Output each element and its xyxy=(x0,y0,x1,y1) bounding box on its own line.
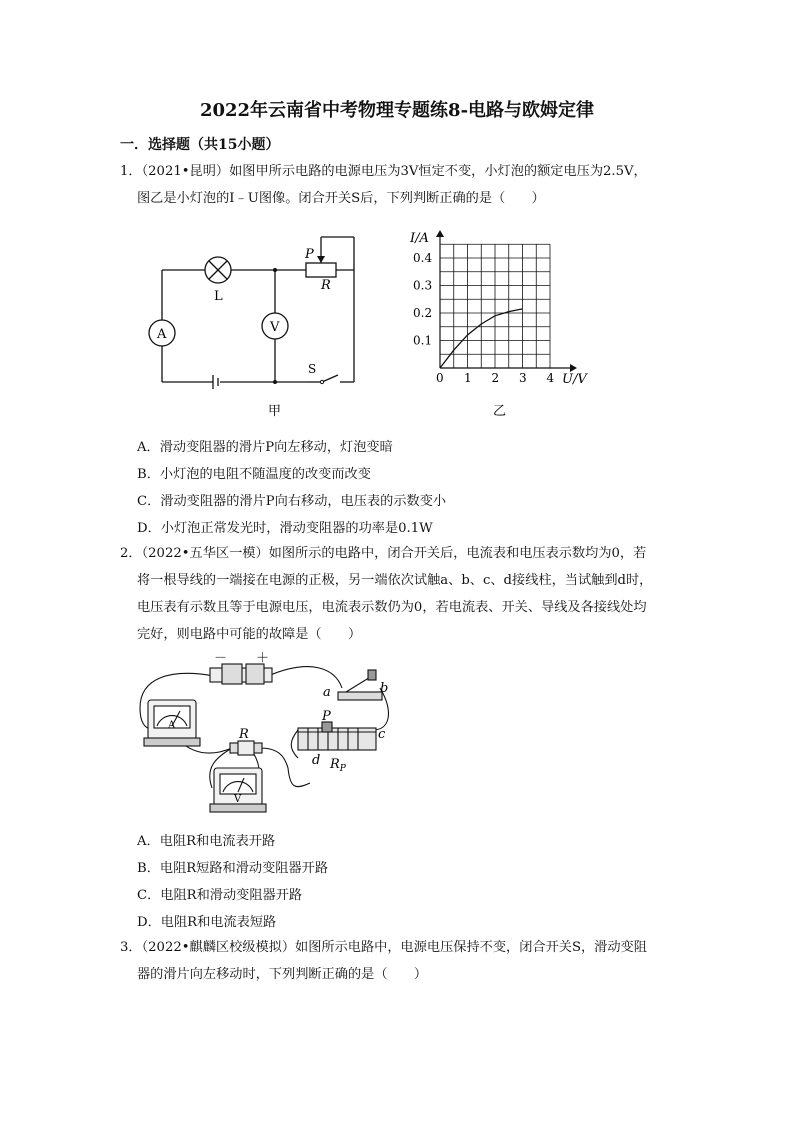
iu-graph-yi xyxy=(405,225,605,420)
question-3-line-2: 器的滑片向左移动时，下列判断正确的是（ ） xyxy=(137,967,428,982)
terminal-b: b xyxy=(380,681,389,696)
section-heading: 一．选择题（共15小题） xyxy=(120,137,280,153)
terminal-c: c xyxy=(378,727,386,742)
y-axis-arrow xyxy=(436,230,444,237)
question-2-line-3: 电压表有示数且等于电源电压，电流表示数仍为0，若电流表、开关、导线及各接线处均 xyxy=(137,600,647,615)
voltmeter-device xyxy=(210,768,266,812)
graph-caption-yi: 乙 xyxy=(493,404,507,419)
q2-option-c: C．电阻R和滑动变阻器开路 xyxy=(137,888,303,903)
rheostat-label-r: R xyxy=(321,278,331,293)
question-3 xyxy=(120,934,680,988)
x-tick-label: 3 xyxy=(519,371,527,385)
y-axis-label: I/A xyxy=(410,231,429,246)
y-tick-label: 0.4 xyxy=(413,251,433,265)
q2-option-a: A．电阻R和电流表开路 xyxy=(137,834,276,849)
lamp-label-l: L xyxy=(214,289,223,304)
voltmeter-label: V xyxy=(270,320,280,335)
switch-label-s: S xyxy=(308,362,317,376)
q2-option-b: B．电阻R短路和滑动变阻器开路 xyxy=(137,861,329,876)
question-3-line-1: 3．（2022•麒麟区校级模拟）如图所示电路中，电源电压保持不变，闭合开关S，滑动变阻 xyxy=(120,940,647,955)
terminal-d: d xyxy=(312,753,321,768)
voltmeter-letter: V xyxy=(234,794,242,805)
rheostat-label: $R_P$ xyxy=(330,757,346,774)
x-tick-label: 1 xyxy=(464,371,472,385)
question-2-line-4: 完好，则电路中可能的故障是（ ） xyxy=(137,627,362,642)
x-tick-label: 4 xyxy=(546,371,555,385)
resistor-label: R xyxy=(239,727,249,742)
x-tick-label: 2 xyxy=(491,371,500,385)
battery-minus: － xyxy=(214,651,228,666)
knife-switch xyxy=(338,670,382,700)
q1-option-b: B．小灯泡的电阻不随温度的改变而改变 xyxy=(137,467,371,482)
circuit-diagram-jia xyxy=(140,225,370,420)
question-1-line-2: 图乙是小灯泡的I﹣U图像。闭合开关S后，下列判断正确的是（ ） xyxy=(137,191,545,206)
battery xyxy=(210,664,272,684)
slider-label: P xyxy=(322,709,331,724)
terminal-a: a xyxy=(323,685,331,700)
q1-option-c: C．滑动变阻器的滑片P向右移动，电压表的示数变小 xyxy=(137,494,447,509)
origin-label: 0 xyxy=(436,371,444,385)
q1-option-a: A．滑动变阻器的滑片P向左移动，灯泡变暗 xyxy=(137,440,393,455)
y-tick-label: 0.3 xyxy=(413,278,433,293)
ammeter-letter: A xyxy=(168,720,176,731)
question-2 xyxy=(120,540,680,648)
question-1 xyxy=(120,158,680,212)
y-tick-label: 0.1 xyxy=(413,333,433,348)
page-title: 2022年云南省中考物理专题练8-电路与欧姆定律 xyxy=(199,100,595,121)
x-axis-label: U/V xyxy=(562,372,587,387)
battery-plus: ＋ xyxy=(256,651,270,666)
question-2-line-1: 2．（2022•五华区一模）如图所示的电路中，闭合开关后，电流表和电压表示数均为0，若 xyxy=(120,546,647,561)
rheostat-symbol xyxy=(306,263,336,277)
physical-circuit-figure xyxy=(130,648,400,820)
y-tick-label: 0.2 xyxy=(413,306,433,320)
x-axis-arrow xyxy=(570,364,577,372)
q2-option-d: D．电阻R和电流表短路 xyxy=(137,915,277,930)
resistor-r xyxy=(230,741,262,755)
rheostat-device xyxy=(298,722,376,750)
question-1-line-1: 1．（2021•昆明）如图甲所示电路的电源电压为3V恒定不变，小灯泡的额定电压为2.5V， xyxy=(120,164,647,179)
circuit-caption-jia: 甲 xyxy=(268,404,282,419)
q1-option-d: D．小灯泡正常发光时，滑动变阻器的功率是0.1W xyxy=(137,521,433,536)
question-2-line-2: 将一根导线的一端接在电源的正极，另一端依次试触a、b、c、d接线柱，当试触到d时， xyxy=(137,573,653,588)
ammeter-label: A xyxy=(157,327,167,342)
slider-label-p: P xyxy=(305,247,314,262)
